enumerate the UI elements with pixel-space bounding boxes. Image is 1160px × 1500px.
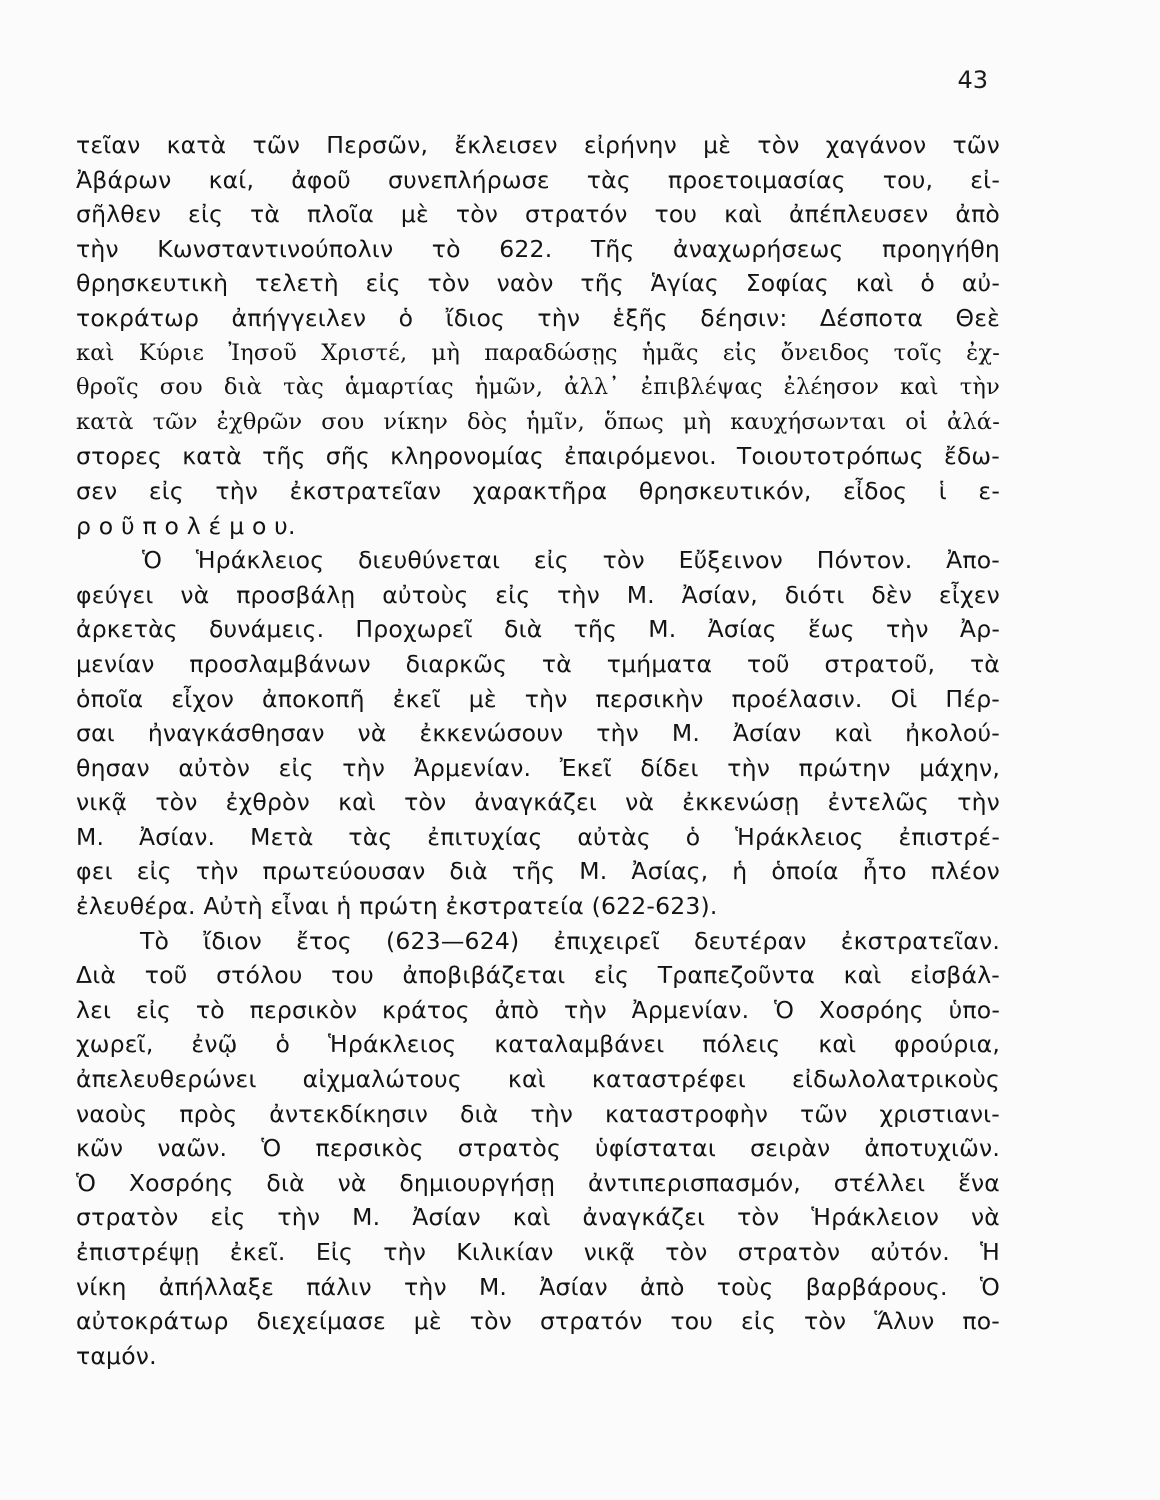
- text-line: ταμόν.: [76, 1341, 157, 1370]
- paragraph-start: Ὁ Ἡράκλειος διευθύνεται εἰς τὸν Εὔξεινον Πόντον. Ἀπο-: [142, 546, 1000, 575]
- text-line: Διὰ τοῦ στόλου του ἀποβιβάζεται εἰς Τραπεζοῦντα καὶ εἰσβάλ-: [76, 961, 1000, 990]
- text-line: σεν εἰς τὴν ἐκστρατεῖαν χαρακτῆρα θρησκευτικόν, εἶδος ἱ ε-: [76, 476, 1000, 505]
- text-line: ἐλευθέρα. Αὐτὴ εἶναι ἡ πρώτη ἐκστρατεία (622-623).: [76, 892, 718, 921]
- text-line: νικᾷ τὸν ἐχθρὸν καὶ τὸν ἀναγκάζει νὰ ἐκκενώσῃ ἐντελῶς τὴν: [76, 788, 1000, 817]
- prayer-line: καὶ Κύριε Ἰησοῦ Χριστέ, μὴ παραδώσῃς ἡμᾶς εἰς ὄνειδος τοῖς ἐχ-: [76, 339, 1000, 366]
- text-line: στρατὸν εἰς τὴν Μ. Ἀσίαν καὶ ἀναγκάζει τὸν Ἡράκλειον νὰ: [76, 1203, 1000, 1232]
- text-line: λει εἰς τὸ περσικὸν κράτος ἀπὸ τὴν Ἀρμενίαν. Ὁ Χοσρόης ὑπο-: [76, 995, 1000, 1024]
- text-line: αὐτοκράτωρ διεχείμασε μὲ τὸν στρατόν του εἰς τὸν Ἅλυν πο-: [76, 1307, 1000, 1336]
- text-line: σαι ἠναγκάσθησαν νὰ ἐκκενώσουν τὴν Μ. Ἀσίαν καὶ ἠκολού-: [76, 719, 1000, 748]
- paragraph-start: Τὸ ἴδιον ἔτος (623—624) ἐπιχειρεῖ δευτέραν ἐκστρατεῖαν.: [140, 926, 1000, 955]
- prayer-line: κατὰ τῶν ἐχθρῶν σου νίκην δὸς ἡμῖν, ὅπως μὴ καυχήσωνται οἱ ἀλά-: [76, 408, 1000, 435]
- text-line: χωρεῖ, ἐνῷ ὁ Ἡράκλειος καταλαμβάνει πόλεις καὶ φρούρια,: [76, 1030, 1000, 1059]
- text-line: μενίαν προσλαμβάνων διαρκῶς τὰ τμήματα τοῦ στρατοῦ, τὰ: [76, 649, 1000, 678]
- text-line: τοκράτωρ ἀπήγγειλεν ὁ ἴδιος τὴν ἑξῆς δέησιν: Δέσποτα Θεὲ: [76, 303, 1000, 332]
- body-text: [76, 128, 1000, 1373]
- text-line: θρησκευτικὴ τελετὴ εἰς τὸν ναὸν τῆς Ἁγίας Σοφίας καὶ ὁ αὐ-: [76, 269, 1000, 298]
- text-line: ὁποῖα εἶχον ἀποκοπῆ ἐκεῖ μὲ τὴν περσικὴν προέλασιν. Οἱ Πέρ-: [76, 684, 1000, 713]
- text-line: ἀρκετὰς δυνάμεις. Προχωρεῖ διὰ τῆς Μ. Ἀσίας ἕως τὴν Ἀρ-: [76, 615, 1000, 644]
- text-line: Μ. Ἀσίαν. Μετὰ τὰς ἐπιτυχίας αὐτὰς ὁ Ἡράκλειος ἐπιστρέ-: [76, 822, 1000, 851]
- text-line: φει εἰς τὴν πρωτεύουσαν διὰ τῆς Μ. Ἀσίας, ἡ ὁποία ἦτο πλέον: [76, 857, 1000, 886]
- text-line-spaced: ρ ο ῦ π ο λ έ μ ο υ.: [76, 511, 296, 540]
- text-line: ναοὺς πρὸς ἀντεκδίκησιν διὰ τὴν καταστροφὴν τῶν χριστιανι-: [76, 1099, 1000, 1128]
- page-number: 43: [957, 66, 988, 94]
- text-line: κῶν ναῶν. Ὁ περσικὸς στρατὸς ὑφίσταται σειρὰν ἀποτυχιῶν.: [76, 1134, 1000, 1163]
- text-line: Ἀβάρων καί, ἀφοῦ συνεπλήρωσε τὰς προετοιμασίας του, εἰ-: [76, 165, 1000, 194]
- prayer-line: θροῖς σου διὰ τὰς ἁμαρτίας ἡμῶν, ἀλλ᾽ ἐπιβλέψας ἐλέησον καὶ τὴν: [76, 374, 1000, 401]
- text-line: τὴν Κωνσταντινούπολιν τὸ 622. Τῆς ἀναχωρήσεως προηγήθη: [76, 234, 1000, 263]
- text-line: τεῖαν κατὰ τῶν Περσῶν, ἔκλεισεν εἰρήνην μὲ τὸν χαγάνον τῶν: [76, 131, 1000, 159]
- text-line: ἐπιστρέψῃ ἐκεῖ. Εἰς τὴν Κιλικίαν νικᾷ τὸν στρατὸν αὐτόν. Ἡ: [76, 1238, 1000, 1266]
- text-line: ἀπελευθερώνει αἰχμαλώτους καὶ καταστρέφει εἰδωλολατρικοὺς: [76, 1065, 1000, 1094]
- text-line: στορες κατὰ τῆς σῆς κληρονομίας ἐπαιρόμενοι. Τοιουτοτρόπως ἔδω-: [76, 442, 1000, 471]
- text-line: θησαν αὐτὸν εἰς τὴν Ἀρμενίαν. Ἐκεῖ δίδει τὴν πρώτην μάχην,: [76, 753, 1000, 782]
- text-line: Ὁ Χοσρόης διὰ νὰ δημιουργήσῃ ἀντιπερισπασμόν, στέλλει ἕνα: [76, 1168, 1000, 1197]
- text-line: σῆλθεν εἰς τὰ πλοῖα μὲ τὸν στρατόν του καὶ ἀπέπλευσεν ἀπὸ: [76, 200, 1000, 229]
- text-line: νίκη ἀπήλλαξε πάλιν τὴν Μ. Ἀσίαν ἀπὸ τοὺς βαρβάρους. Ὁ: [76, 1272, 1000, 1301]
- text-line: φεύγει νὰ προσβάλῃ αὐτοὺς εἰς τὴν Μ. Ἀσίαν, διότι δὲν εἶχεν: [76, 580, 1000, 609]
